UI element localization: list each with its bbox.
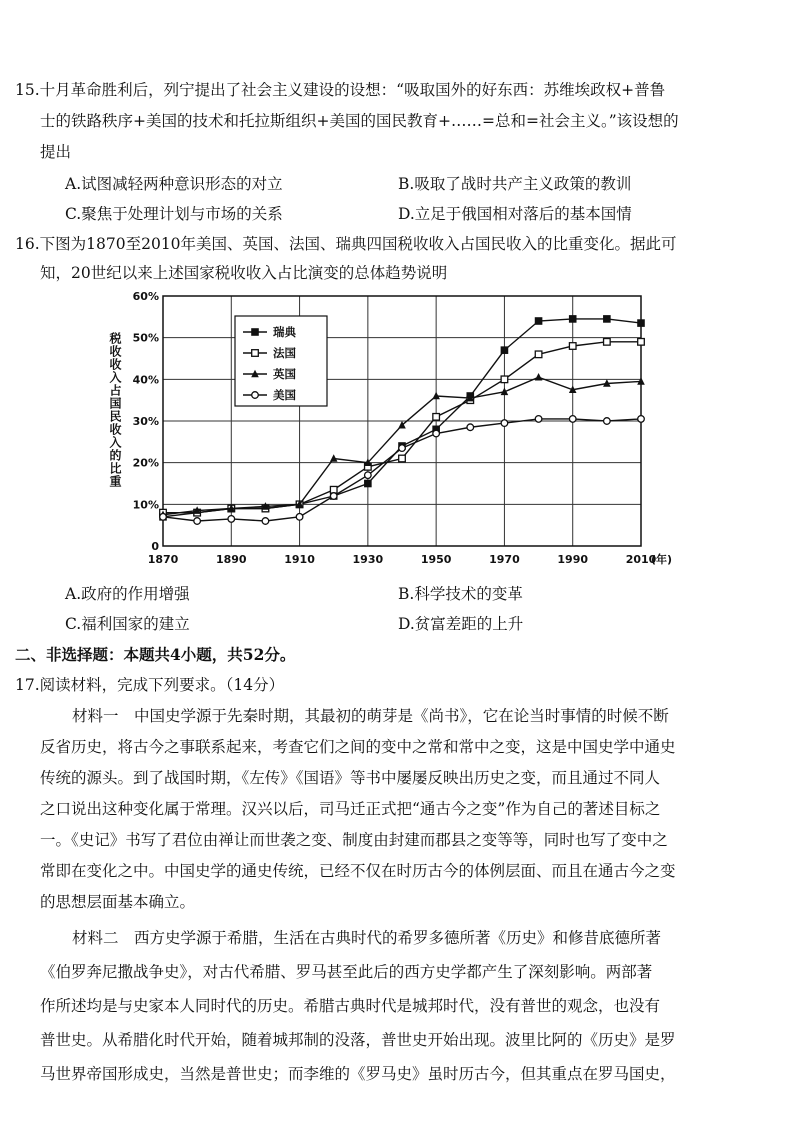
- q16-stem-line2: 知，20世纪以来上述国家税收收入占比演变的总体趋势说明: [40, 264, 448, 282]
- q15-option-c: C.聚焦于处理计划与市场的关系: [65, 205, 283, 223]
- data-point: [330, 454, 338, 462]
- section-two-heading: 二、非选择题：本题共4小题，共52分。: [15, 645, 296, 664]
- data-point: [330, 493, 337, 500]
- y-axis-label: 税收收入占国民收入的比重: [108, 332, 122, 488]
- q16-option-b: B.科学技术的变革: [398, 585, 523, 603]
- y-tick-label: 20%: [132, 456, 159, 470]
- data-point: [569, 343, 576, 350]
- data-point: [604, 316, 611, 323]
- q16-option-d: D.贫富差距的上升: [398, 615, 524, 633]
- x-tick-label: 1950: [420, 553, 452, 566]
- y-tick-label: 50%: [132, 331, 159, 345]
- x-tick-label: 1890: [215, 553, 247, 566]
- q17-m1-line: 常即在变化之中。中国史学的通史传统，已经不仅在时历古今的体例层面、而且在通古今之变: [40, 862, 676, 880]
- data-point: [194, 518, 201, 525]
- x-axis-label: (年): [651, 553, 673, 566]
- legend-marker: [252, 350, 259, 357]
- legend-marker: [252, 329, 259, 336]
- q17-m2-line: 作所述均是与史家本人同时代的历史。希腊古典时代是城邦时代，没有普世的观念，也没有: [40, 997, 661, 1015]
- legend-label: 瑞典: [273, 325, 296, 339]
- y-tick-label: 40%: [132, 373, 159, 387]
- legend-label: 英国: [273, 367, 296, 381]
- data-point: [638, 320, 645, 327]
- legend-label: 法国: [273, 346, 296, 360]
- q17-title: 17.阅读材料，完成下列要求。（14分）: [15, 676, 285, 694]
- x-tick-label: 1870: [147, 553, 179, 566]
- data-point: [569, 416, 576, 423]
- q16-option-c: C.福利国家的建立: [65, 615, 190, 633]
- data-point: [535, 373, 543, 381]
- q17-m2-line: 材料二 西方史学源于希腊，生活在古典时代的希罗多德所著《历史》和修昔底德所著: [72, 929, 662, 947]
- q15-stem-line3: 提出: [40, 143, 72, 161]
- data-point: [501, 420, 508, 427]
- data-point: [433, 430, 440, 437]
- data-point: [638, 339, 645, 346]
- q16-stem-line1: 16.下图为1870至2010年美国、英国、法国、瑞典四国税收收入占国民收入的比重变化。据此可: [15, 235, 677, 253]
- data-point: [501, 347, 508, 354]
- q17-m1-line: 之口说出这种变化属于常理。汉兴以后，司马迁正式把“通古今之变”作为自己的著述目标之: [40, 800, 661, 818]
- data-point: [569, 316, 576, 323]
- data-point: [501, 376, 508, 383]
- q17-m1-line: 材料一 中国史学源于先秦时期，其最初的萌芽是《尚书》，它在论当时事情的时候不断: [72, 707, 669, 725]
- data-point: [638, 416, 645, 423]
- x-tick-label: 1970: [489, 553, 520, 566]
- q17-m2-line: 马世界帝国形成史，当然是普世史；而李维的《罗马史》虽时历古今，但其重点在罗马国史，: [40, 1065, 676, 1083]
- q17-m2-line: 《伯罗奔尼撒战争史》，对古代希腊、罗马甚至此后的西方史学都产生了深刻影响。两部著: [40, 963, 653, 981]
- q15-option-b: B.吸取了战时共产主义政策的教训: [398, 175, 632, 193]
- legend-label: 美国: [273, 388, 296, 402]
- q15-stem-line1: 15.十月革命胜利后，列宁提出了社会主义建设的设想：“吸取国外的好东西：苏维埃政权+普鲁: [15, 81, 666, 99]
- q16-option-a: A.政府的作用增强: [65, 585, 190, 603]
- data-point: [399, 445, 406, 452]
- data-point: [535, 416, 542, 423]
- x-tick-label: 1930: [352, 553, 384, 566]
- data-point: [535, 351, 542, 358]
- q17-m1-line: 传统的源头。到了战国时期，《左传》《国语》等书中屡屡反映出历史之变，而且通过不同人: [40, 769, 661, 787]
- q15-option-a: A.试图减轻两种意识形态的对立: [65, 175, 283, 193]
- x-tick-label: 1910: [284, 553, 315, 566]
- data-point: [228, 516, 235, 523]
- q17-m1-line: 一。《史记》书写了君位由禅让而世袭之变、制度由封建而郡县之变等等，同时也写了变中之: [40, 831, 668, 849]
- q17-m1-line: 反省历史，将古今之事联系起来，考查它们之间的变中之常和常中之变，这是中国史学中通史: [40, 738, 676, 756]
- q15-stem-line2: 士的铁路秩序+美国的技术和托拉斯组织+美国的国民教育+……=总和=社会主义。”该设想的: [40, 112, 679, 130]
- legend-marker: [252, 392, 259, 399]
- data-point: [262, 518, 269, 525]
- data-point: [604, 418, 611, 425]
- y-tick-label: 10%: [132, 498, 159, 512]
- data-point: [365, 472, 372, 479]
- data-point: [365, 480, 372, 487]
- q17-m1-line: 的思想层面基本确立。: [40, 893, 196, 911]
- data-point: [535, 318, 542, 325]
- x-tick-label: 1990: [557, 553, 589, 566]
- tax-ratio-chart: [95, 282, 695, 572]
- x-tick-label: 2010: [625, 553, 657, 566]
- y-tick-label: 30%: [132, 415, 159, 428]
- data-point: [296, 514, 303, 521]
- data-point: [604, 339, 611, 346]
- data-point: [399, 455, 406, 462]
- data-point: [433, 414, 440, 421]
- data-point: [160, 514, 167, 521]
- data-point: [467, 424, 474, 431]
- q17-m2-line: 普世史。从希腊化时代开始，随着城邦制的没落，普世史开始出现。波里比阿的《历史》是罗: [40, 1031, 676, 1049]
- y-tick-label: 60%: [132, 290, 159, 303]
- y-tick-label: 0: [151, 540, 159, 553]
- q15-option-d: D.立足于俄国相对落后的基本国情: [398, 205, 632, 223]
